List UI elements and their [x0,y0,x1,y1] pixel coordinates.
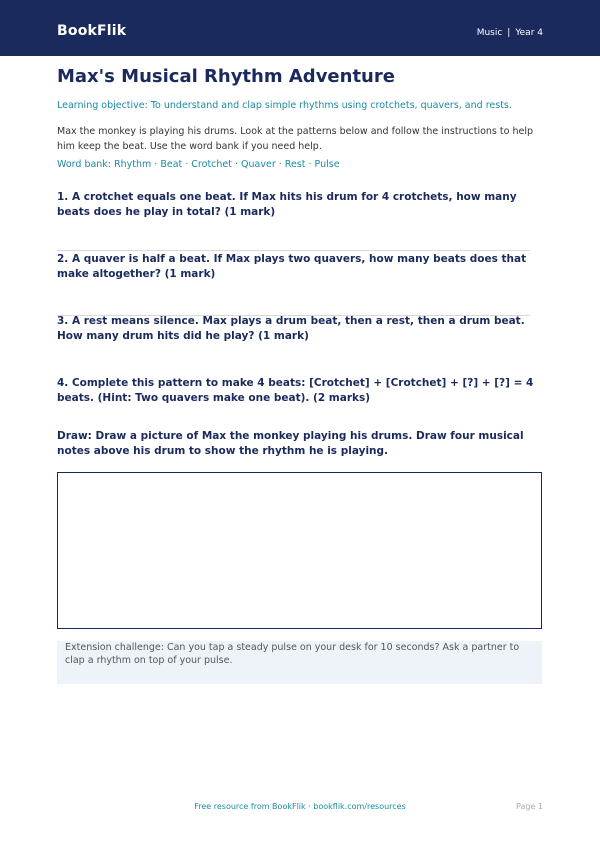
footer-text: Free resource from BookFlik · bookflik.com/resources [194,802,406,811]
subject-label: Music [476,28,503,38]
draw-task: Draw: Draw a picture of Max the monkey playing his drums. Draw four musical notes above his drum to show the rhythm he is playing. [57,430,524,457]
question-1: 1. A crotchet equals one beat. If Max hits his drum for 4 crotchets, how many beats does he play in total? (1 mark) [57,191,517,218]
year-label: Year 4 [515,28,543,38]
word-bank: Word bank: Rhythm · Beat · Crotchet · Quaver · Rest · Pulse [57,159,340,170]
question-4: 4. Complete this pattern to make 4 beats: [Crotchet] + [Crotchet] + [?] + [?] = 4 beats. (Hint: Two quavers make one beat). (2 marks) [57,377,534,404]
header-separator: | [507,28,511,38]
drawing-area[interactable] [57,472,542,629]
header-meta [477,28,543,38]
page-title: Max's Musical Rhythm Adventure [57,66,395,87]
question-3: 3. A rest means silence. Max plays a drum beat, then a rest, then a drum beat. How many drum hits did he play? (1 mark) [57,315,525,342]
extension-box [57,641,542,684]
intro-text: Max the monkey is playing his drums. Look at the patterns below and follow the instructions to help him keep the beat. Use the word bank if you need help. [57,126,533,152]
answer-line-1[interactable] [57,250,530,251]
extension-text: Extension challenge: Can you tap a steady pulse on your desk for 10 seconds? Ask a partner to clap a rhythm on top of your pulse. [65,642,520,666]
brand-logo: BookFlik [57,23,127,39]
question-2: 2. A quaver is half a beat. If Max plays two quavers, how many beats does that make altogether? (1 mark) [57,253,527,280]
page-number: Page 1 [516,802,543,811]
header-bar [0,0,600,56]
learning-objective: Learning objective: To understand and clap simple rhythms using crotchets, quavers, and rests. [57,100,512,111]
